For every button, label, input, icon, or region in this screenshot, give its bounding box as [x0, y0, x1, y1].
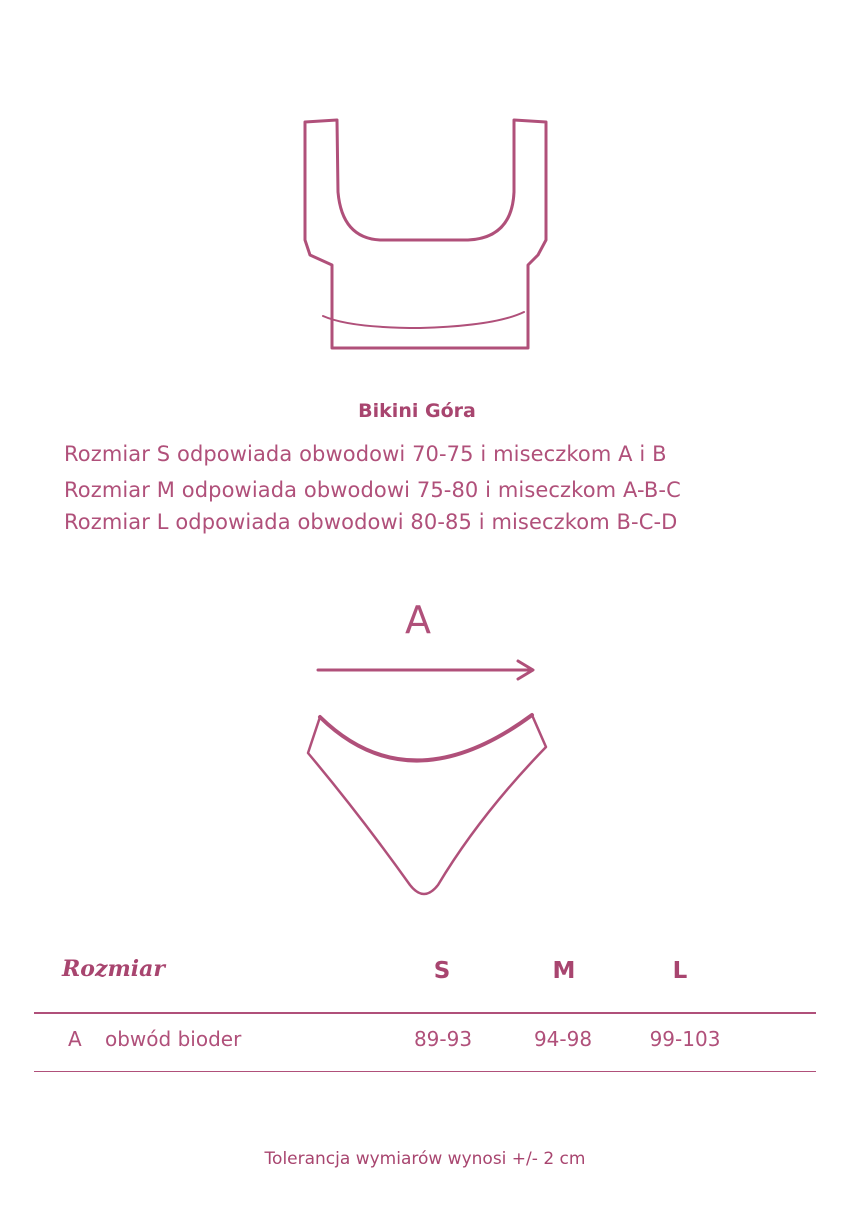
table-cell-l: 99-103	[649, 1027, 721, 1051]
table-divider-bottom	[34, 1071, 816, 1072]
size-description-m: Rozmiar M odpowiada obwodowi 75-80 i miseczkom A-B-C	[64, 478, 681, 502]
bikini-top-icon	[290, 110, 560, 360]
table-cell-s: 89-93	[413, 1027, 473, 1051]
table-divider-top	[34, 1012, 816, 1014]
size-description-s: Rozmiar S odpowiada obwodowi 70-75 i miseczkom A i B	[64, 442, 667, 466]
table-header-label: Rozmiar	[62, 956, 165, 982]
measure-label: A	[405, 598, 431, 642]
table-row-name: obwód bioder	[105, 1027, 242, 1051]
bikini-bottom-icon	[300, 705, 555, 905]
table-header-size-l: L	[672, 958, 688, 984]
tolerance-note: Tolerancja wymiarów wynosi +/- 2 cm	[264, 1149, 586, 1169]
table-cell-m: 94-98	[533, 1027, 593, 1051]
arrow-right-icon	[310, 658, 542, 682]
table-row-code: A	[68, 1027, 82, 1051]
table-header-size-m: M	[552, 958, 576, 984]
size-description-l: Rozmiar L odpowiada obwodowi 80-85 i miseczkom B-C-D	[64, 510, 678, 534]
top-title: Bikini Góra	[358, 400, 476, 422]
table-header-size-s: S	[433, 958, 451, 984]
